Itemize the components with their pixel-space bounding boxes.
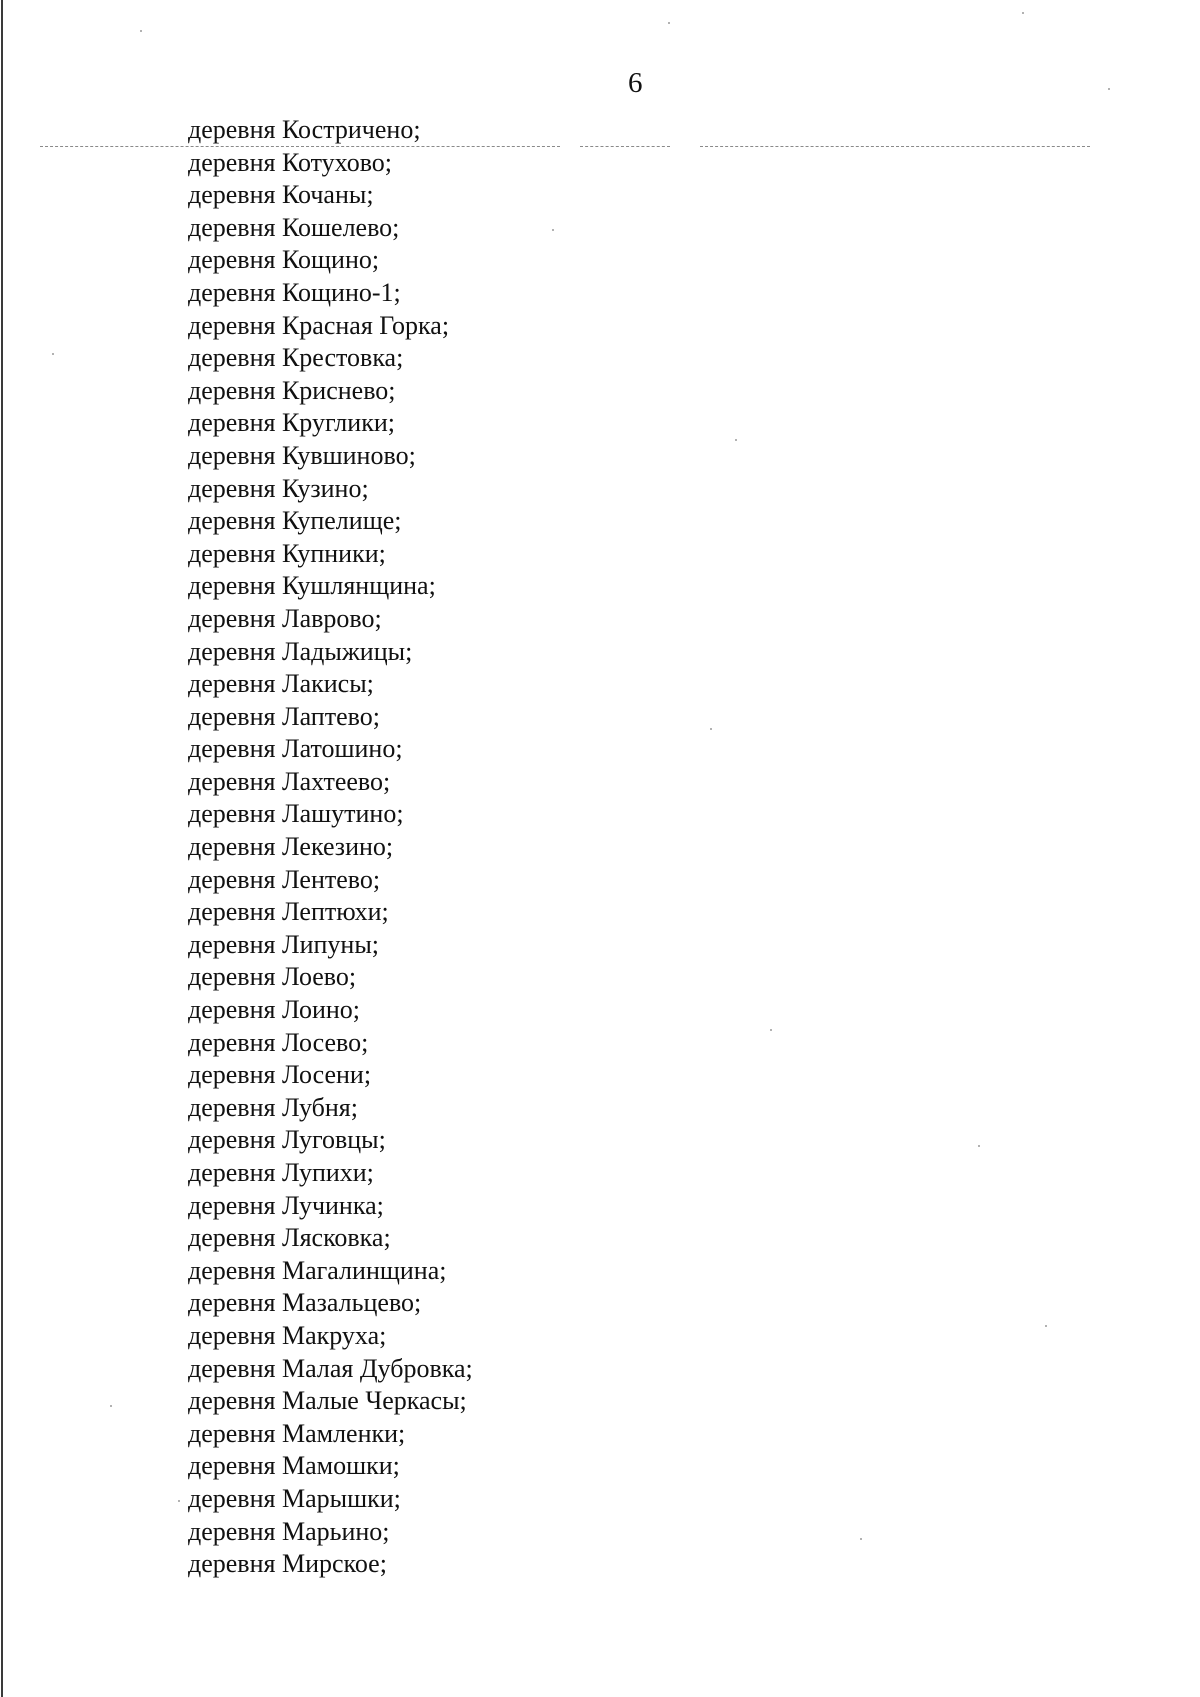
scan-speck	[860, 1538, 862, 1540]
settlement-entry: деревня Кузино;	[188, 473, 369, 503]
settlement-entry: деревня Лоево;	[188, 962, 357, 992]
settlement-entry: деревня Крестовка;	[188, 343, 404, 373]
settlement-list	[188, 114, 473, 1581]
settlement-entry: деревня Лосево;	[188, 1027, 369, 1057]
settlement-entry: деревня Лекезино;	[188, 832, 394, 862]
settlement-entry: деревня Малая Дубровка;	[188, 1353, 473, 1383]
scan-speck	[1022, 12, 1024, 14]
settlement-entry: деревня Луговцы;	[188, 1125, 386, 1155]
scan-left-border	[1, 0, 3, 1697]
settlement-entry: деревня Мамошки;	[188, 1451, 400, 1481]
scan-speck	[1108, 88, 1110, 90]
settlement-entry: деревня Кощино-1;	[188, 277, 401, 307]
scan-speck	[978, 1145, 980, 1147]
settlement-entry: деревня Лоино;	[188, 995, 360, 1025]
scan-speck	[735, 439, 737, 441]
scan-speck	[770, 1029, 772, 1031]
scan-speck	[52, 353, 54, 355]
settlement-entry: деревня Лентево;	[188, 864, 381, 894]
settlement-entry: деревня Мазальцево;	[188, 1288, 422, 1318]
settlement-entry: деревня Кочаны;	[188, 180, 374, 210]
settlement-entry: деревня Лаптево;	[188, 701, 380, 731]
settlement-entry: деревня Марьино;	[188, 1516, 390, 1546]
settlement-entry: деревня Макруха;	[188, 1320, 387, 1350]
settlement-entry: деревня Мамленки;	[188, 1418, 406, 1448]
scan-speck	[668, 22, 670, 24]
scan-speck	[552, 229, 554, 231]
settlement-entry: деревня Марышки;	[188, 1483, 401, 1513]
settlement-entry: деревня Лосени;	[188, 1060, 372, 1090]
settlement-entry: деревня Котухово;	[188, 147, 393, 177]
settlement-entry: деревня Мирское;	[188, 1549, 387, 1579]
settlement-entry: деревня Малые Черкасы;	[188, 1386, 467, 1416]
settlement-entry: деревня Магалинщина;	[188, 1255, 447, 1285]
settlement-entry: деревня Лептюхи;	[188, 897, 389, 927]
scan-artifact-line	[700, 146, 1090, 147]
settlement-entry: деревня Ладыжицы;	[188, 636, 413, 666]
scan-speck	[178, 1500, 180, 1502]
settlement-entry: деревня Купники;	[188, 538, 386, 568]
settlement-entry: деревня Лаврово;	[188, 603, 382, 633]
settlement-entry: деревня Липуны;	[188, 929, 380, 959]
settlement-entry: деревня Лупихи;	[188, 1158, 374, 1187]
settlement-entry: деревня Лучинка;	[188, 1190, 384, 1220]
settlement-entry: деревня Лясковка;	[188, 1223, 391, 1253]
scan-speck	[110, 1405, 112, 1407]
settlement-entry: деревня Лубня;	[188, 1092, 358, 1122]
settlement-entry: деревня Латошино;	[188, 734, 403, 764]
scan-artifact-line	[580, 146, 670, 147]
settlement-entry: деревня Красная Горка;	[188, 310, 450, 340]
settlement-entry: деревня Кощино;	[188, 245, 380, 275]
settlement-entry: деревня Лахтеево;	[188, 766, 391, 796]
settlement-entry: деревня Купелище;	[188, 506, 402, 536]
settlement-entry: деревня Костричено;	[188, 115, 421, 144]
page-number: 6	[628, 67, 643, 99]
settlement-entry: деревня Кувшиново;	[188, 440, 416, 470]
settlement-entry: деревня Кушлянщина;	[188, 571, 436, 601]
scan-speck	[140, 30, 142, 32]
settlement-entry: деревня Лашутино;	[188, 799, 404, 829]
settlement-entry: деревня Кошелево;	[188, 212, 400, 242]
scan-speck	[1045, 1325, 1047, 1327]
settlement-entry: деревня Криснево;	[188, 375, 396, 405]
settlement-entry: деревня Лакисы;	[188, 669, 374, 699]
settlement-entry: деревня Круглики;	[188, 408, 395, 438]
scan-speck	[710, 728, 712, 730]
